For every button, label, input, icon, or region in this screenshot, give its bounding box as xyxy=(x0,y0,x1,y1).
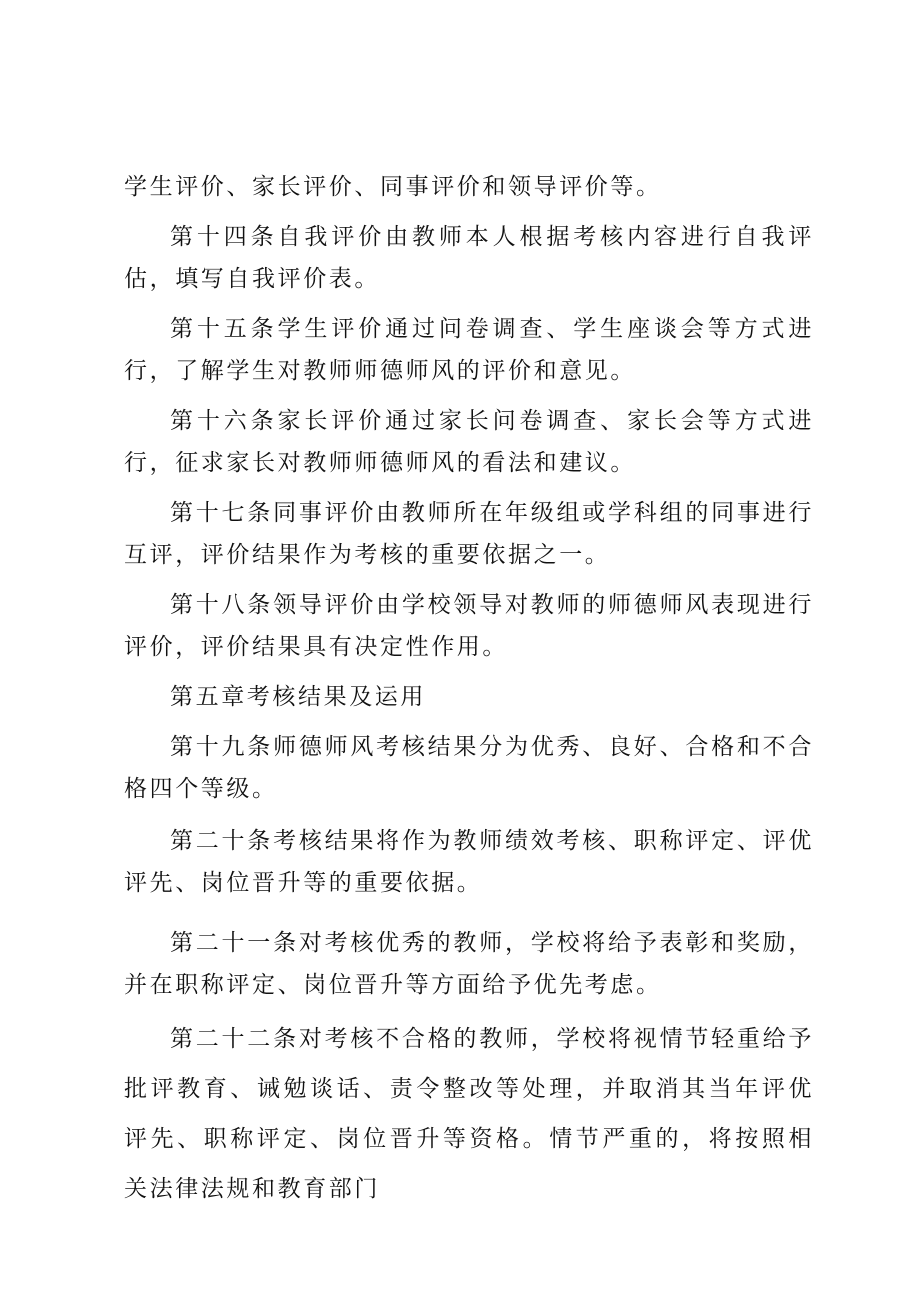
paragraph-article-21: 第二十一条对考核优秀的教师，学校将给予表彰和奖励，并在职称评定、岗位晋升等方面给予优先考虑。 xyxy=(124,930,814,998)
paragraph-article-16: 第十六条家长评价通过家长问卷调查、家长会等方式进行，征求家长对教师师德师风的看法和建议。 xyxy=(124,408,814,476)
paragraph-article-20: 第二十条考核结果将作为教师绩效考核、职称评定、评优评先、岗位晋升等的重要依据。 xyxy=(124,828,814,896)
chapter-heading: 第五章考核结果及运用 xyxy=(170,684,426,710)
paragraph-article-15: 第十五条学生评价通过问卷调查、学生座谈会等方式进行，了解学生对教师师德师风的评价和意见。 xyxy=(124,316,814,384)
paragraph-article-19: 第十九条师德师风考核结果分为优秀、良好、合格和不合格四个等级。 xyxy=(124,734,814,802)
paragraph-article-14: 第十四条自我评价由教师本人根据考核内容进行自我评估，填写自我评价表。 xyxy=(124,224,814,292)
document-body xyxy=(124,166,814,1214)
paragraph-continuation: 学生评价、家长评价、同事评价和领导评价等。 xyxy=(124,174,662,200)
paragraph-article-18: 第十八条领导评价由学校领导对教师的师德师风表现进行评价，评价结果具有决定性作用。 xyxy=(124,592,814,660)
paragraph-article-22: 第二十二条对考核不合格的教师，学校将视情节轻重给予批评教育、诫勉谈话、责令整改等处理，并取消其当年评优评先、职称评定、岗位晋升等资格。情节严重的，将按照相关法律法规和教育部门 xyxy=(124,1026,814,1202)
paragraph-article-17: 第十七条同事评价由教师所在年级组或学科组的同事进行互评，评价结果作为考核的重要依据之一。 xyxy=(124,500,814,568)
